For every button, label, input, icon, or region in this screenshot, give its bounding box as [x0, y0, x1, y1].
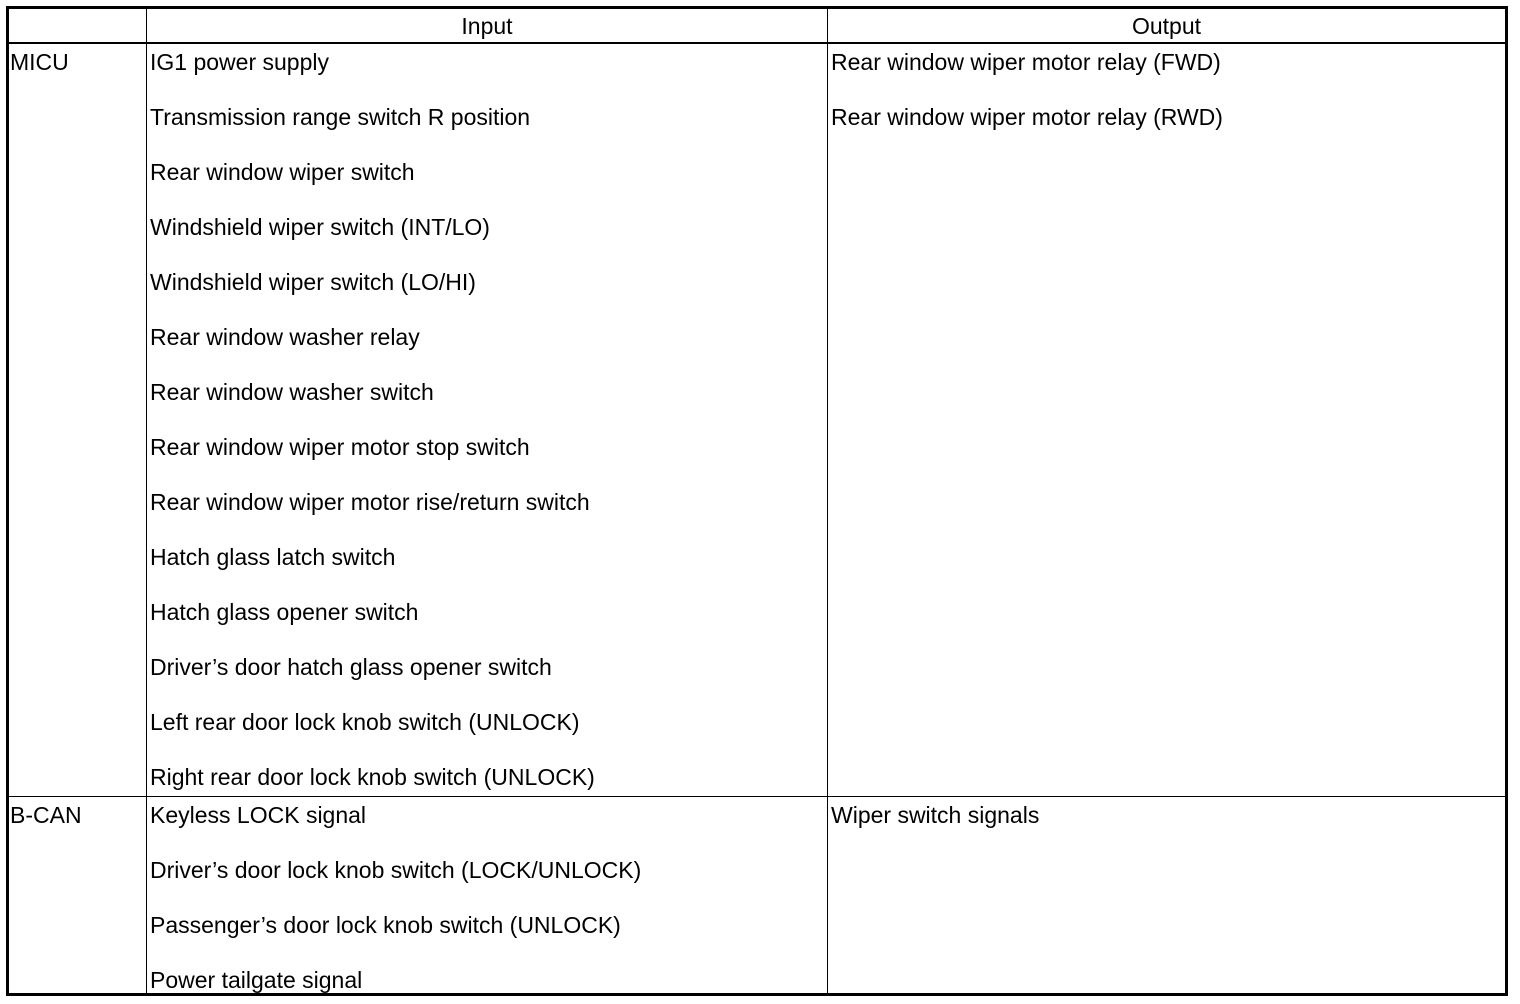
input-line: Windshield wiper switch (LO/HI) [150, 269, 476, 295]
micu-output-list [828, 44, 1505, 156]
io-signal-table [6, 6, 1508, 996]
output-line: Rear window wiper motor relay (FWD) [831, 49, 1221, 75]
bcan-input-list [147, 797, 827, 993]
input-line: Rear window wiper switch [150, 159, 415, 185]
header-output: Output [827, 9, 1505, 44]
bcan-output-list [828, 797, 1505, 854]
input-line: Left rear door lock knob switch (UNLOCK) [150, 709, 580, 735]
input-line: Power tailgate signal [150, 967, 363, 993]
input-line: Driver’s door hatch glass opener switch [150, 654, 552, 680]
bcan-outputs-cell [827, 796, 1505, 993]
input-line: Rear window wiper motor rise/return switch [150, 489, 590, 515]
input-line: Driver’s door lock knob switch (LOCK/UNLOCK) [150, 857, 642, 883]
input-line: Rear window wiper motor stop switch [150, 434, 530, 460]
input-line: Rear window washer switch [150, 379, 434, 405]
group-label-bcan: B-CAN [9, 796, 146, 993]
bcan-inputs-cell [146, 796, 827, 993]
micu-outputs-cell [827, 44, 1505, 796]
micu-input-list [147, 44, 827, 796]
input-line: Transmission range switch R position [150, 104, 531, 130]
header-blank-cell [9, 9, 146, 44]
group-label-micu: MICU [10, 49, 69, 75]
input-line: Right rear door lock knob switch (UNLOCK) [150, 764, 595, 790]
micu-inputs-cell [146, 44, 827, 796]
output-line: Rear window wiper motor relay (RWD) [831, 104, 1223, 130]
input-line: Hatch glass latch switch [150, 544, 396, 570]
header-input: Input [146, 9, 827, 44]
input-line: Windshield wiper switch (INT/LO) [150, 214, 490, 240]
output-line: Wiper switch signals [831, 802, 1040, 828]
input-line: Hatch glass opener switch [150, 599, 419, 625]
input-line: Passenger’s door lock knob switch (UNLOCK) [150, 912, 621, 938]
input-line: IG1 power supply [150, 49, 329, 75]
input-line: Keyless LOCK signal [150, 802, 367, 828]
input-line: Rear window washer relay [150, 324, 420, 350]
